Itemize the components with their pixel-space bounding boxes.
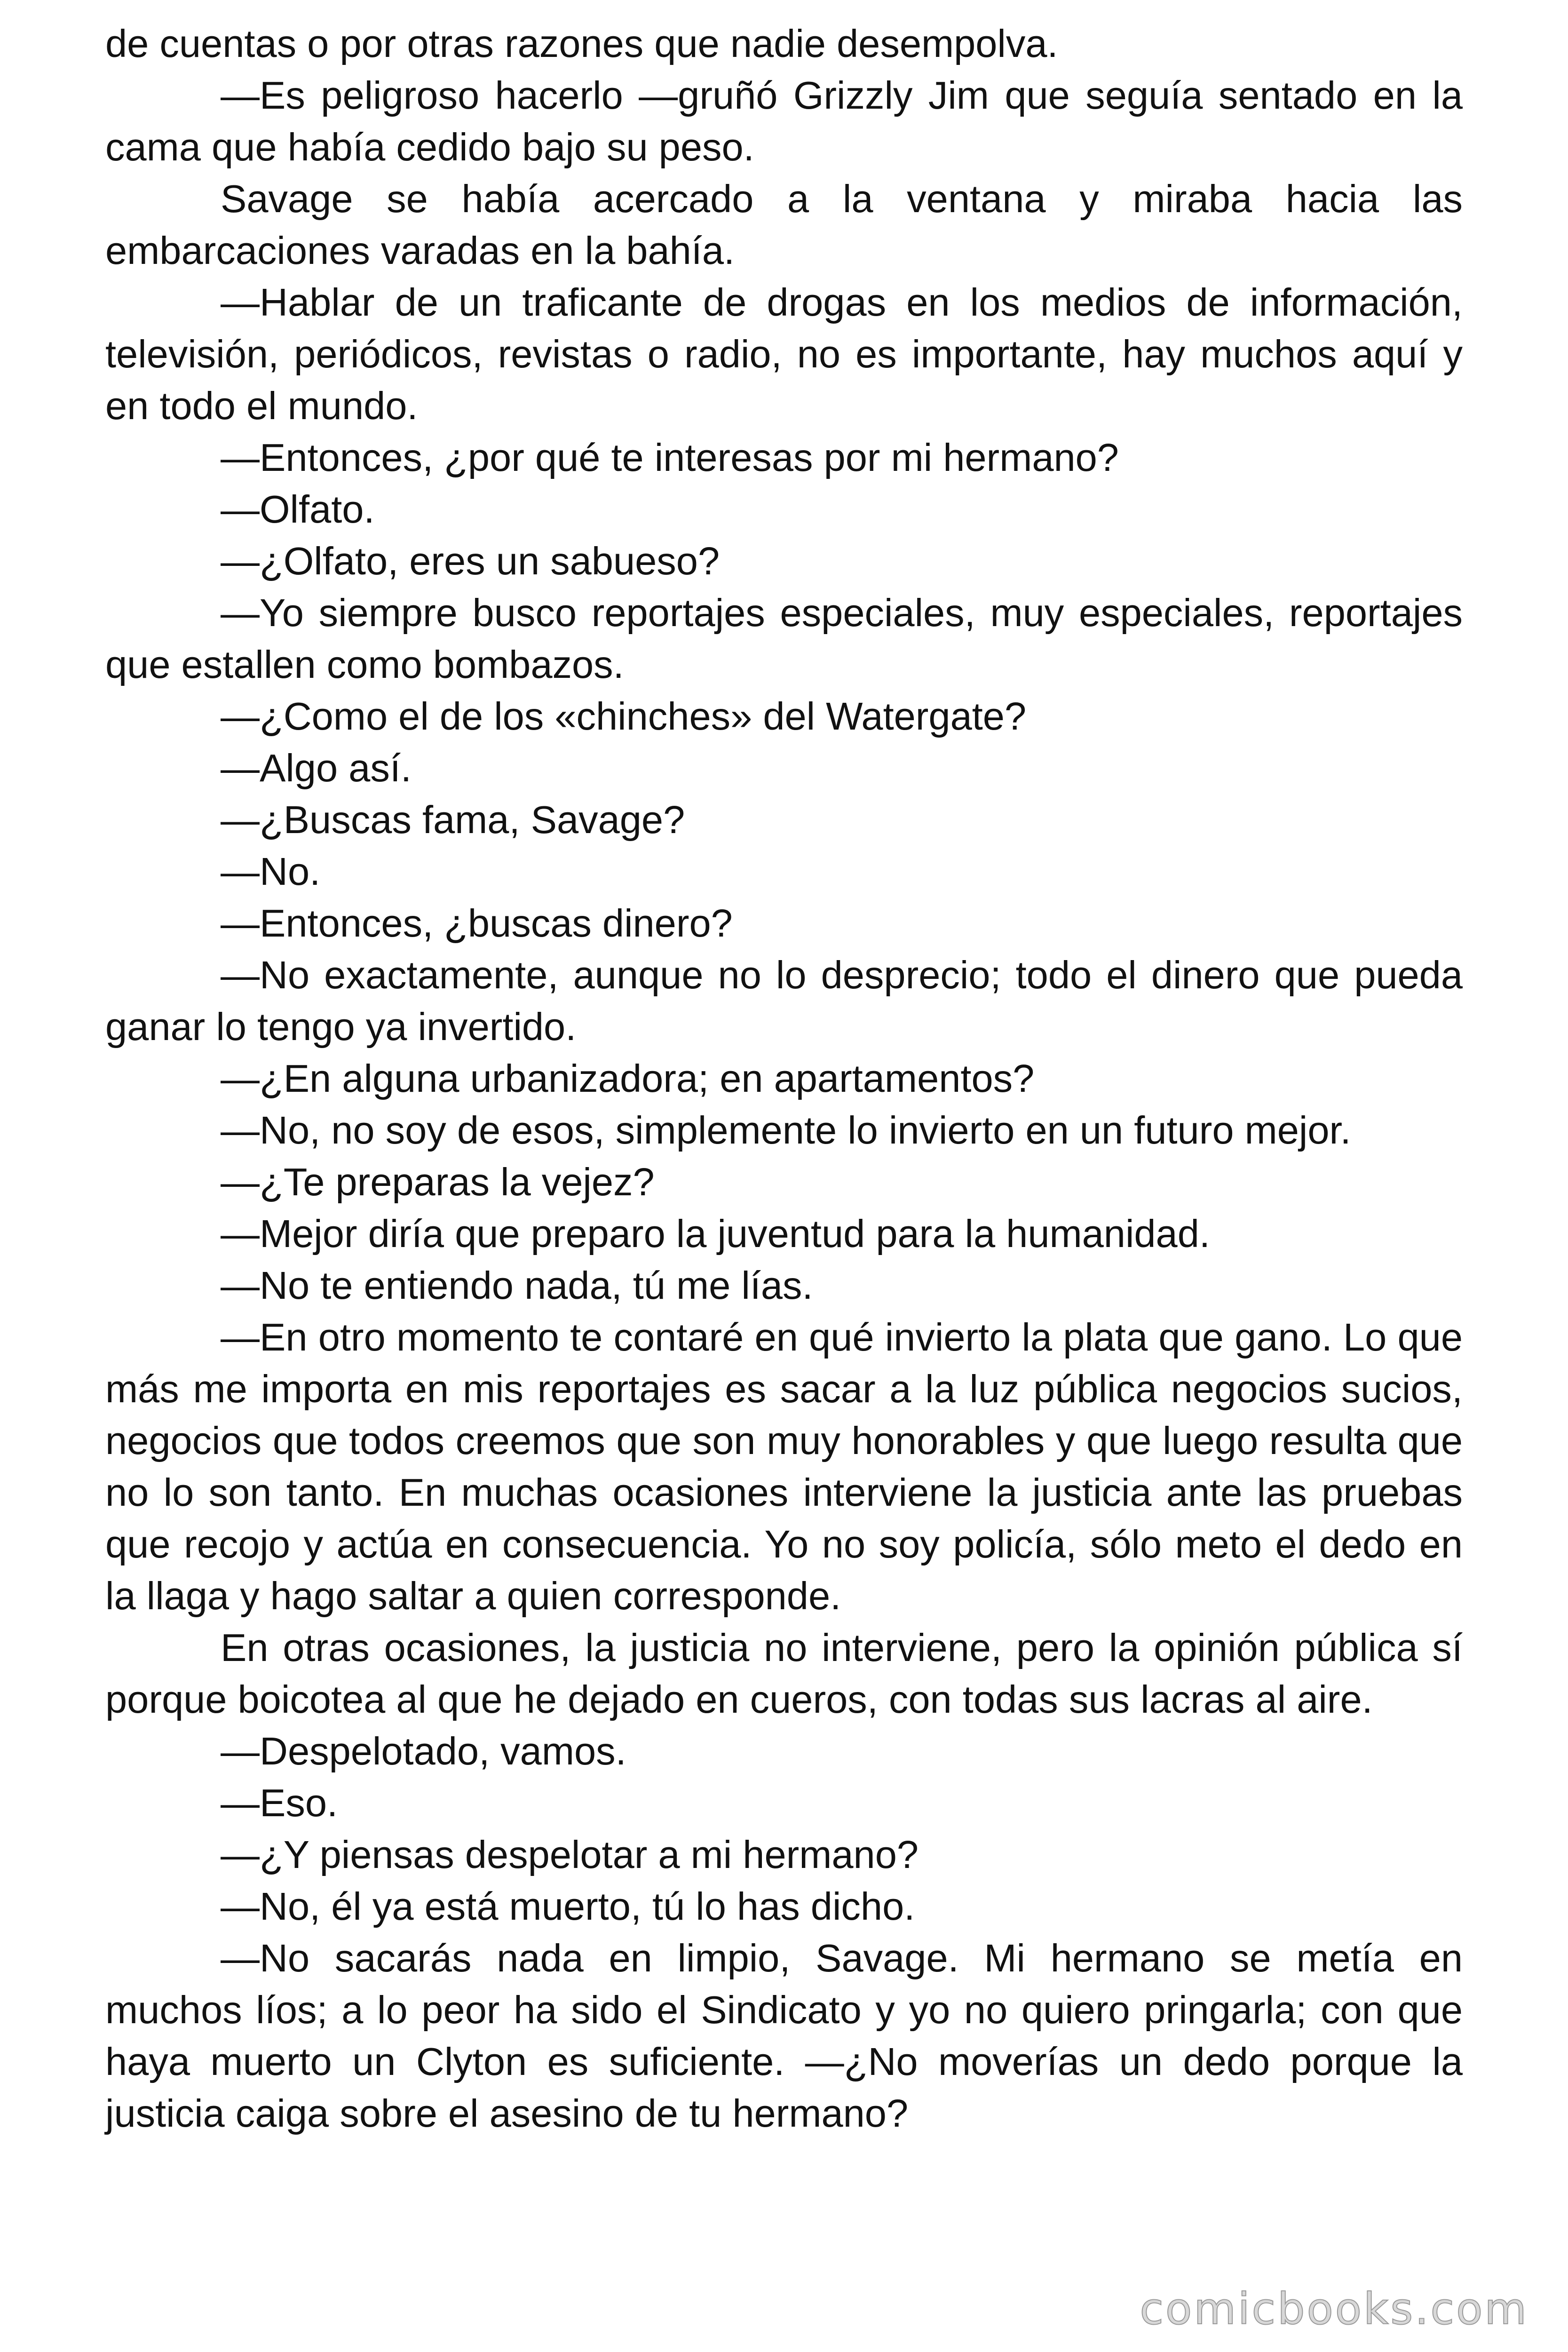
paragraph: —Mejor diría que preparo la juventud para la humanidad.	[221, 1212, 1210, 1255]
paragraph: —Es peligroso hacerlo —gruñó Grizzly Jim que seguía sentado en la cama que había cedido bajo su peso.	[105, 73, 1463, 169]
paragraph: —¿Como el de los «chinches» del Watergate?	[221, 694, 1027, 738]
watermark: comicbooks.com	[1140, 2284, 1528, 2334]
paragraph: de cuentas o por otras razones que nadie desempolva.	[105, 22, 1058, 65]
paragraph: —¿Y piensas despelotar a mi hermano?	[221, 1833, 919, 1876]
paragraph: —No sacarás nada en limpio, Savage. Mi hermano se metía en muchos líos; a lo peor ha sido el Sindicato y yo no quiero pringarla; con que haya muerto un Clyton es suficiente. —¿No moverías un dedo porque la justicia caiga sobre el asesino de tu hermano?	[105, 1936, 1463, 2135]
paragraph: —No te entiendo nada, tú me lías.	[221, 1263, 813, 1307]
paragraph: —Yo siempre busco reportajes especiales, muy especiales, reportajes que estallen como bombazos.	[105, 591, 1463, 686]
paragraph: —No, no soy de esos, simplemente lo invierto en un futuro mejor.	[221, 1108, 1351, 1152]
paragraph: En otras ocasiones, la justicia no interviene, pero la opinión pública sí porque boicotea al que he dejado en cueros, con todas sus lacras al aire.	[105, 1626, 1463, 1721]
paragraph: —Hablar de un traficante de drogas en los medios de información, televisión, periódicos, revistas o radio, no es importante, hay muchos aquí y en todo el mundo.	[105, 280, 1463, 428]
paragraph: —En otro momento te contaré en qué invierto la plata que gano. Lo que más me importa en mis reportajes es sacar a la luz pública negocios sucios, negocios que todos creemos que son muy honorables y que luego resulta que no lo son tanto. En muchas ocasiones interviene la justicia ante las pruebas que recojo y actúa en consecuencia. Yo no soy policía, sólo meto el dedo en la llaga y hago saltar a quien corresponde.	[105, 1315, 1463, 1618]
paragraph: —Eso.	[221, 1781, 338, 1825]
paragraph: —Entonces, ¿por qué te interesas por mi hermano?	[221, 436, 1119, 479]
paragraph: —Olfato.	[221, 487, 375, 531]
paragraph: —¿Olfato, eres un sabueso?	[221, 539, 720, 583]
document-page	[105, 18, 1463, 2139]
paragraph: —¿Te preparas la vejez?	[221, 1160, 655, 1204]
paragraph: —¿En alguna urbanizadora; en apartamentos?	[221, 1057, 1035, 1100]
paragraph: —¿Buscas fama, Savage?	[221, 798, 685, 842]
paragraph: —Algo así.	[221, 746, 412, 790]
paragraph: —No.	[221, 850, 321, 893]
paragraph: —Despelotado, vamos.	[221, 1729, 626, 1773]
paragraph: —No, él ya está muerto, tú lo has dicho.	[221, 1884, 915, 1928]
paragraph: —No exactamente, aunque no lo desprecio; todo el dinero que pueda ganar lo tengo ya invertido.	[105, 953, 1463, 1049]
paragraph: Savage se había acercado a la ventana y miraba hacia las embarcaciones varadas en la bahía.	[105, 177, 1463, 272]
paragraph: —Entonces, ¿buscas dinero?	[221, 901, 733, 945]
